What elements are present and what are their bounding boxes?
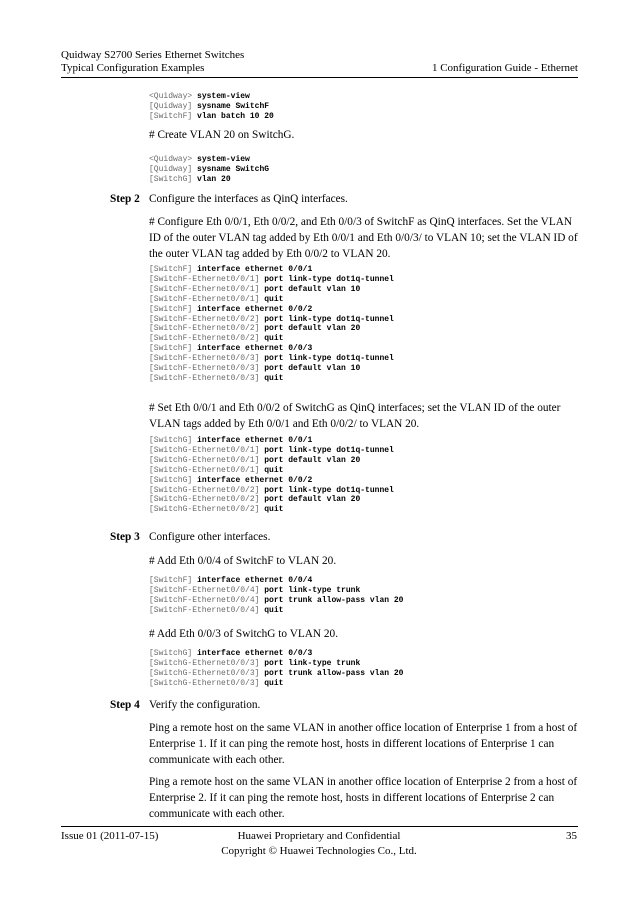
- cli-command: port default vlan 20: [264, 324, 361, 334]
- chapter-title: 1 Configuration Guide - Ethernet: [431, 62, 578, 74]
- cli-prompt: <Quidway>: [149, 92, 193, 101]
- cli-command: interface ethernet 0/0/2: [197, 304, 313, 314]
- cli-command: port link-type dot1q-tunnel: [264, 445, 394, 455]
- code-line: [149, 344, 394, 354]
- code-line: [149, 596, 403, 606]
- cli-prompt: [SwitchG]: [149, 475, 193, 485]
- cli-command: quit: [264, 465, 284, 475]
- cli-prompt: [SwitchF]: [149, 111, 193, 121]
- paragraph: # Add Eth 0/0/3 of SwitchG to VLAN 20.: [149, 628, 339, 640]
- cli-prompt: [SwitchF-Ethernet0/0/4]: [149, 595, 260, 605]
- paragraph: # Set Eth 0/0/1 and Eth 0/0/2 of SwitchG as QinQ interfaces; set the VLAN ID of the outer VLAN tags added by Eth 0/0/1 and Eth 0/0/2/ to VLAN 20.: [149, 402, 561, 430]
- cli-command: quit: [264, 678, 284, 688]
- cli-prompt: [SwitchG-Ethernet0/0/1]: [149, 445, 260, 455]
- cli-prompt: [SwitchF]: [149, 576, 193, 585]
- code-line: [149, 354, 394, 364]
- cli-prompt: [SwitchG-Ethernet0/0/2]: [149, 485, 260, 495]
- code-line: [149, 102, 274, 112]
- code-line: [149, 295, 394, 305]
- code-line: [149, 495, 394, 505]
- code-line: [149, 659, 403, 669]
- code-line: [149, 669, 403, 679]
- cli-prompt: [SwitchG]: [149, 649, 193, 658]
- cli-command: quit: [264, 294, 284, 304]
- code-line: [149, 606, 403, 616]
- code-line: [149, 265, 394, 275]
- cli-prompt: [SwitchF-Ethernet0/0/1]: [149, 294, 260, 304]
- cli-command: system-view: [197, 92, 250, 101]
- code-block: [149, 649, 403, 689]
- cli-command: port default vlan 10: [264, 364, 361, 374]
- cli-command: interface ethernet 0/0/1: [197, 436, 313, 445]
- cli-command: interface ethernet 0/0/1: [197, 265, 313, 274]
- cli-prompt: [SwitchG]: [149, 174, 193, 184]
- step-text: Configure other interfaces.: [149, 531, 271, 543]
- cli-prompt: [SwitchG-Ethernet0/0/2]: [149, 495, 260, 505]
- step-label: Step 4: [110, 699, 140, 711]
- code-line: [149, 155, 269, 165]
- code-line: [149, 334, 394, 344]
- cli-command: port link-type dot1q-tunnel: [264, 354, 394, 364]
- cli-prompt: [SwitchG-Ethernet0/0/1]: [149, 455, 260, 465]
- cli-prompt: [SwitchF-Ethernet0/0/3]: [149, 364, 260, 374]
- code-block: [149, 92, 274, 122]
- cli-prompt: [Quidway]: [149, 164, 193, 174]
- paragraph: # Configure Eth 0/0/1, Eth 0/0/2, and Eth 0/0/3 of SwitchF as QinQ interfaces. Set the VLAN ID of the outer VLAN tag added by Eth 0/0/1 and Eth 0/0/3/ to VLAN 10; set the VLAN ID of the outer VLAN tag added by Eth 0/0/2 to VLAN 20.: [149, 216, 578, 260]
- paragraph: Ping a remote host on the same VLAN in another office location of Enterprise 1 from a host of Enterprise 1. If it can ping the remote host, hosts in different locations of Enterprise 1 can communicate with each other.: [149, 722, 578, 766]
- code-line: [149, 285, 394, 295]
- footer-rule: [61, 826, 578, 827]
- cli-prompt: [SwitchG-Ethernet0/0/3]: [149, 658, 260, 668]
- code-line: [149, 456, 394, 466]
- cli-command: port trunk allow-pass vlan 20: [264, 595, 404, 605]
- cli-command: interface ethernet 0/0/4: [197, 576, 313, 585]
- code-line: [149, 486, 394, 496]
- cli-prompt: [SwitchF-Ethernet0/0/3]: [149, 354, 260, 364]
- code-block: [149, 436, 394, 515]
- code-line: [149, 112, 274, 122]
- code-line: [149, 649, 403, 659]
- code-block: [149, 155, 269, 185]
- header-rule: [61, 77, 578, 78]
- cli-prompt: [SwitchF]: [149, 344, 193, 354]
- code-line: [149, 446, 394, 456]
- cli-command: port link-type trunk: [264, 585, 361, 595]
- doc-subtitle: Typical Configuration Examples: [61, 62, 205, 74]
- cli-command: interface ethernet 0/0/2: [197, 475, 313, 485]
- code-line: [149, 436, 394, 446]
- cli-command: port link-type dot1q-tunnel: [264, 274, 394, 284]
- code-line: [149, 92, 274, 102]
- cli-prompt: <Quidway>: [149, 155, 193, 164]
- cli-prompt: [SwitchG-Ethernet0/0/1]: [149, 465, 260, 475]
- step-label: Step 3: [110, 531, 140, 543]
- cli-prompt: [SwitchF-Ethernet0/0/2]: [149, 324, 260, 334]
- doc-title: Quidway S2700 Series Ethernet Switches: [61, 49, 245, 61]
- code-block: [149, 576, 403, 616]
- cli-prompt: [SwitchF-Ethernet0/0/1]: [149, 274, 260, 284]
- page-number: 35: [566, 830, 577, 842]
- step-text: Verify the configuration.: [149, 699, 261, 711]
- cli-command: port link-type dot1q-tunnel: [264, 314, 394, 324]
- step-label: Step 2: [110, 193, 140, 205]
- cli-command: quit: [264, 373, 284, 383]
- code-line: [149, 165, 269, 175]
- code-line: [149, 466, 394, 476]
- paragraph: # Add Eth 0/0/4 of SwitchF to VLAN 20.: [149, 555, 337, 567]
- cli-prompt: [SwitchF-Ethernet0/0/2]: [149, 334, 260, 344]
- issue-label: Issue 01 (2011-07-15): [61, 830, 159, 842]
- cli-command: vlan 20: [197, 174, 231, 184]
- cli-command: port link-type trunk: [264, 658, 361, 668]
- cli-command: interface ethernet 0/0/3: [197, 344, 313, 354]
- code-line: [149, 275, 394, 285]
- cli-prompt: [SwitchF]: [149, 265, 193, 274]
- cli-command: system-view: [197, 155, 250, 164]
- cli-prompt: [SwitchG-Ethernet0/0/3]: [149, 678, 260, 688]
- cli-command: port default vlan 20: [264, 495, 361, 505]
- cli-prompt: [Quidway]: [149, 101, 193, 111]
- cli-prompt: [SwitchF]: [149, 304, 193, 314]
- copyright-notice: Copyright © Huawei Technologies Co., Ltd.: [221, 845, 417, 857]
- cli-prompt: [SwitchG]: [149, 436, 193, 445]
- cli-command: quit: [264, 505, 284, 515]
- cli-prompt: [SwitchF-Ethernet0/0/4]: [149, 605, 260, 615]
- cli-prompt: [SwitchF-Ethernet0/0/1]: [149, 284, 260, 294]
- code-line: [149, 374, 394, 384]
- paragraph: # Create VLAN 20 on SwitchG.: [149, 129, 295, 141]
- code-line: [149, 324, 394, 334]
- cli-prompt: [SwitchG-Ethernet0/0/3]: [149, 668, 260, 678]
- code-line: [149, 175, 269, 185]
- cli-prompt: [SwitchF-Ethernet0/0/3]: [149, 373, 260, 383]
- cli-command: port default vlan 10: [264, 284, 361, 294]
- cli-command: interface ethernet 0/0/3: [197, 649, 313, 658]
- code-line: [149, 305, 394, 315]
- cli-command: quit: [264, 605, 284, 615]
- code-line: [149, 315, 394, 325]
- code-block: [149, 265, 394, 384]
- code-line: [149, 576, 403, 586]
- cli-command: sysname SwitchF: [197, 101, 270, 111]
- code-line: [149, 505, 394, 515]
- cli-prompt: [SwitchG-Ethernet0/0/2]: [149, 505, 260, 515]
- code-line: [149, 586, 403, 596]
- paragraph: Ping a remote host on the same VLAN in another office location of Enterprise 2 from a host of Enterprise 2. If it can ping the remote host, hosts in different locations of Enterprise 2 can communicate with each other.: [149, 776, 578, 820]
- cli-command: vlan batch 10 20: [197, 111, 274, 121]
- proprietary-notice: Huawei Proprietary and Confidential: [237, 830, 401, 842]
- cli-command: quit: [264, 334, 284, 344]
- cli-command: port trunk allow-pass vlan 20: [264, 668, 404, 678]
- code-line: [149, 364, 394, 374]
- step-text: Configure the interfaces as QinQ interfaces.: [149, 193, 348, 205]
- cli-prompt: [SwitchF-Ethernet0/0/4]: [149, 585, 260, 595]
- code-line: [149, 679, 403, 689]
- code-line: [149, 476, 394, 486]
- cli-command: port link-type dot1q-tunnel: [264, 485, 394, 495]
- cli-command: sysname SwitchG: [197, 164, 270, 174]
- cli-prompt: [SwitchF-Ethernet0/0/2]: [149, 314, 260, 324]
- cli-command: port default vlan 20: [264, 455, 361, 465]
